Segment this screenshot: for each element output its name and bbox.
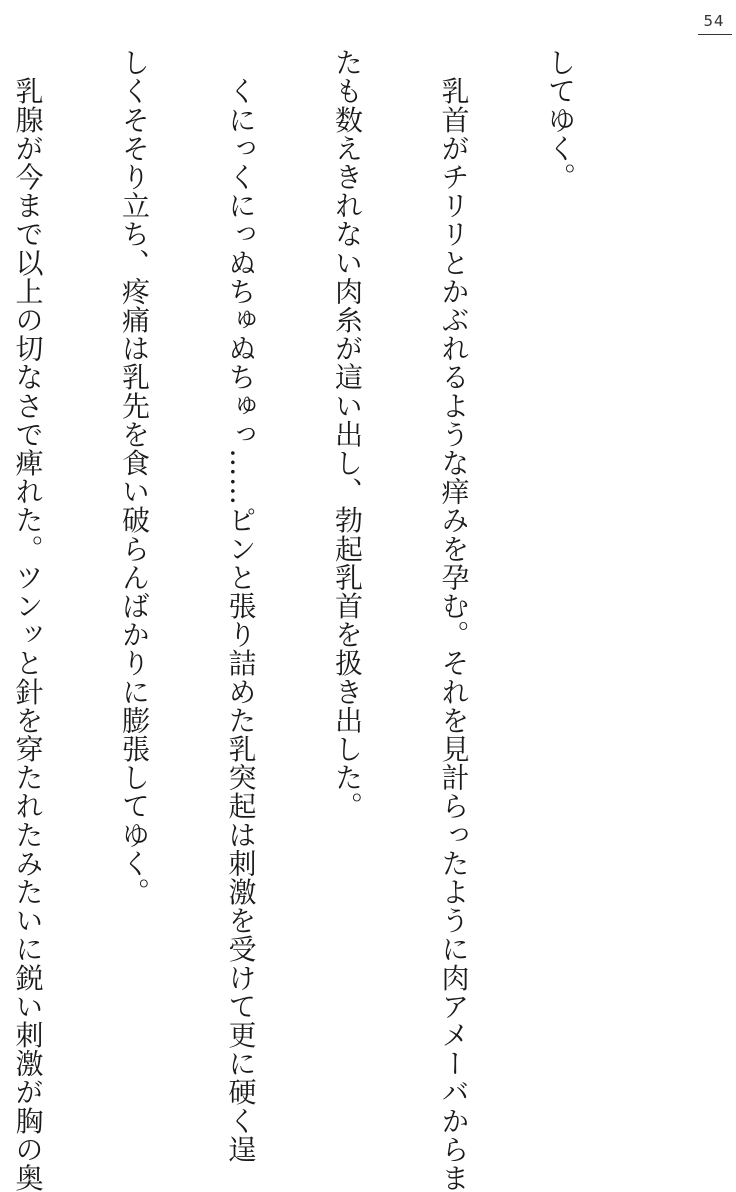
page-number-rule — [698, 34, 732, 35]
novel-body-text — [0, 48, 649, 1192]
text-line: たも数えきれない肉糸が這い出し、勃起乳首を扱き出した。 — [331, 48, 364, 821]
text-line: 乳腺が今まで以上の切なさで痺れた。ツンッと針を穿たれたみたいに鋭い刺激が胸の奥 — [11, 48, 45, 1192]
text-line: 乳首がチリリとかぶれるような痒みを孕む。それを見計らったように肉アメーバからま — [437, 48, 471, 1192]
text-line: しくそそり立ち、疼痛は乳先を食い破らんばかりに膨張してゆく。 — [118, 48, 151, 906]
text-line: してゆく。 — [544, 48, 577, 191]
page-number: 54 — [703, 12, 725, 30]
text-line: くにっくにっぬちゅぬちゅっ……ピンと張り詰めた乳突起は刺激を受けて更に硬く逞 — [224, 48, 258, 1164]
